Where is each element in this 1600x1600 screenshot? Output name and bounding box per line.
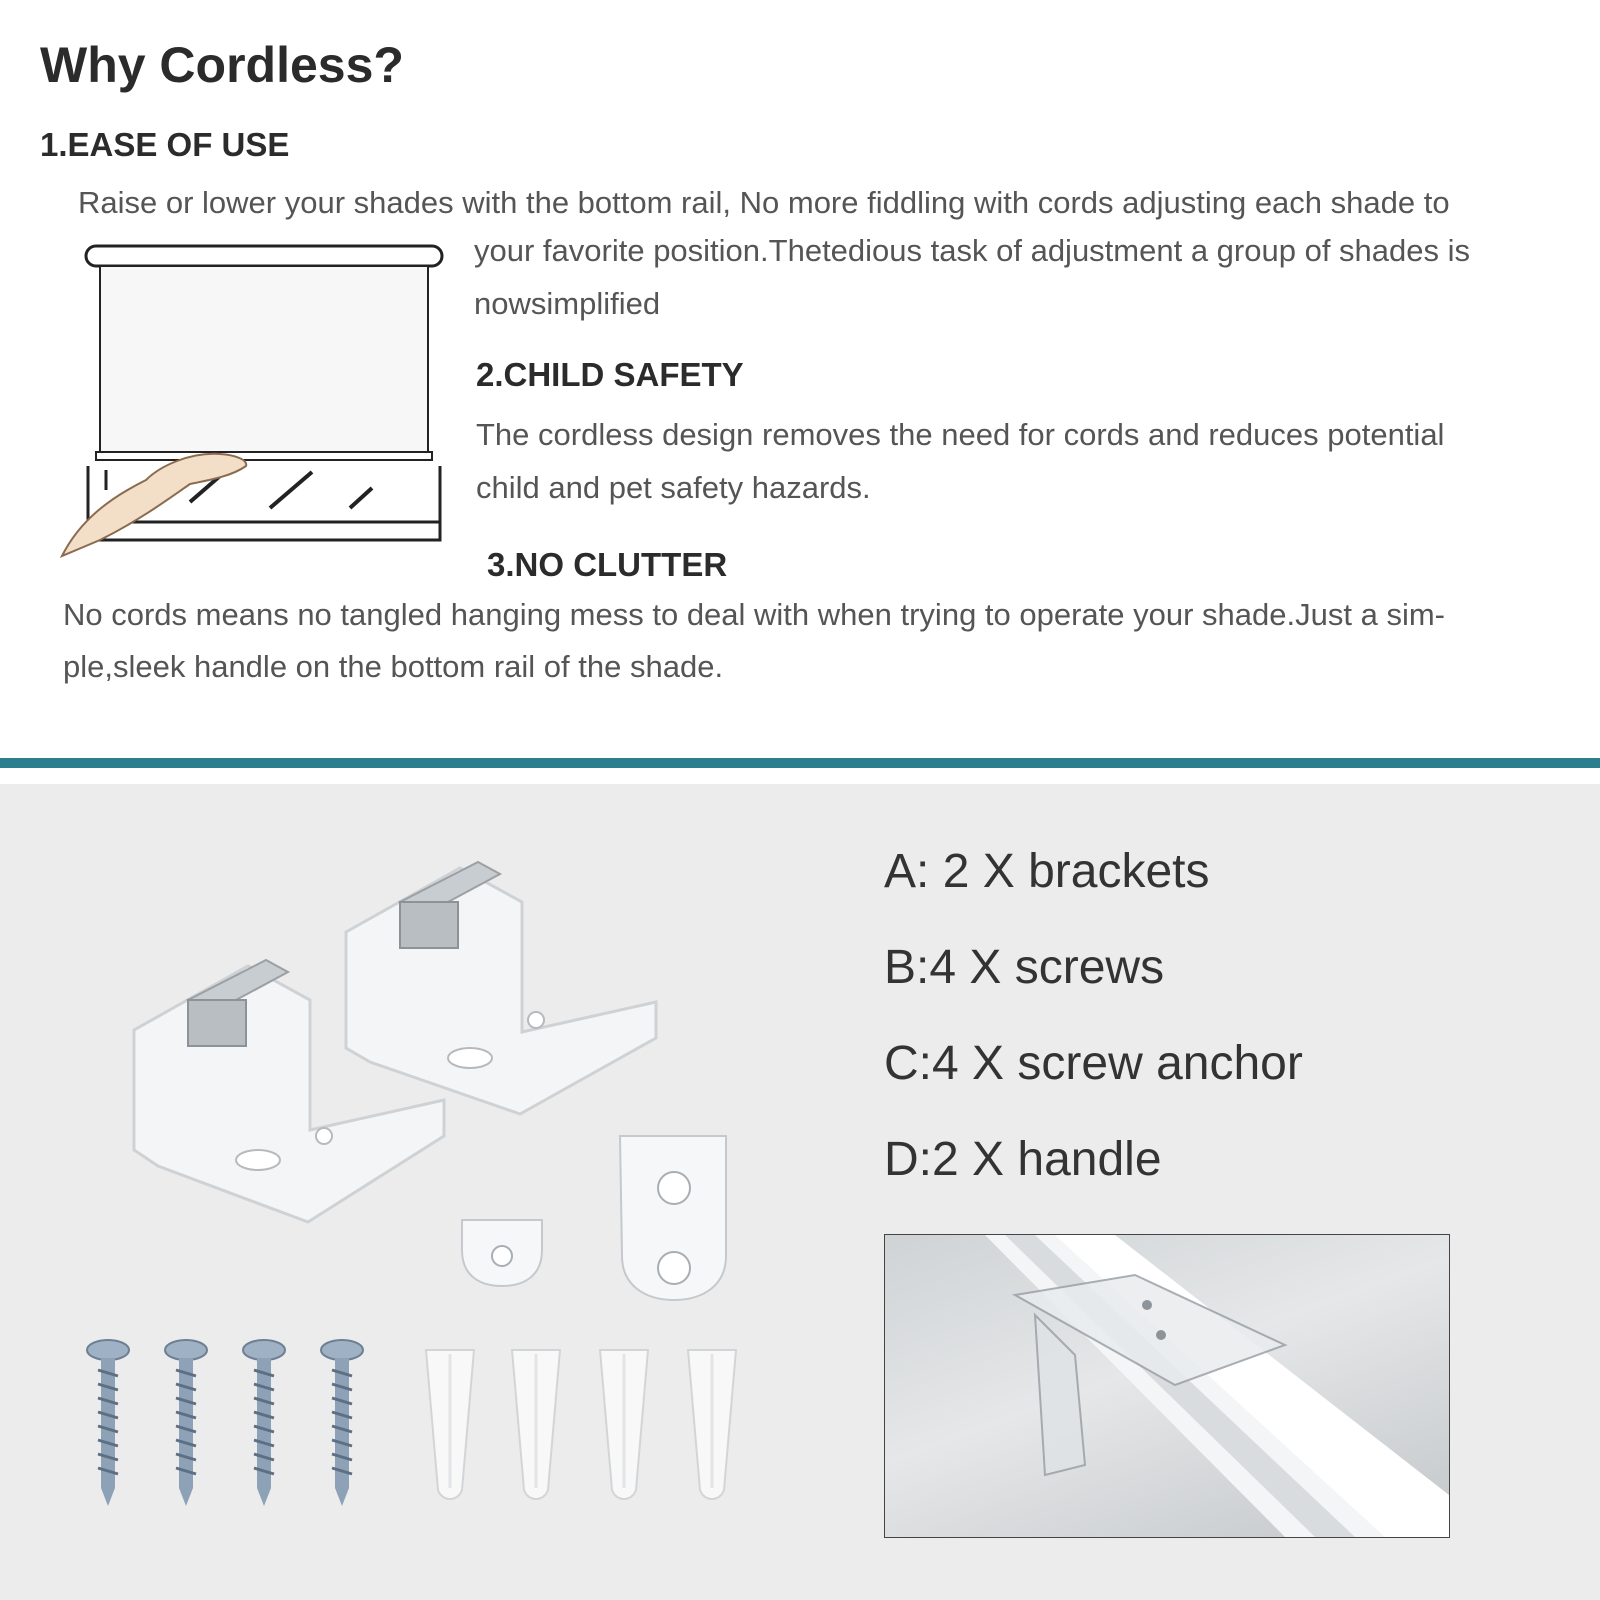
screw-anchor-icon	[592, 1340, 656, 1506]
clutter-line-1: No cords means no tangled hanging mess to deal with when trying to operate your shade.Just a sim-	[63, 597, 1445, 632]
why-cordless-section	[0, 0, 1600, 760]
heading-child-safety: 2.CHILD SAFETY	[476, 356, 744, 393]
package-item-brackets: A: 2 X brackets	[884, 845, 1210, 898]
screw-icon	[164, 1338, 208, 1508]
section-divider	[0, 758, 1600, 768]
package-item-screws: B:4 X screws	[884, 941, 1165, 994]
heading-ease-of-use: 1.EASE OF USE	[40, 126, 290, 163]
handle-icon	[458, 1210, 548, 1290]
screw-icon	[86, 1338, 130, 1508]
ease-line-3: nowsimplified	[474, 286, 661, 321]
screw-anchor-icon	[504, 1340, 568, 1506]
installed-handle-photo	[884, 1234, 1450, 1538]
package-item-handle: D:2 X handle	[884, 1133, 1162, 1186]
bracket-icon	[340, 842, 670, 1132]
ease-line-1: Raise or lower your shades with the bottom rail, No more fiddling with cords adjusting each shade to	[78, 185, 1450, 220]
heading-no-clutter: 3.NO CLUTTER	[487, 546, 728, 583]
screw-anchor-icon	[418, 1340, 482, 1506]
roller-shade-illustration	[60, 240, 460, 560]
clutter-line-2: ple,sleek handle on the bottom rail of the shade.	[63, 649, 724, 684]
package-item-screw-anchor: C:4 X screw anchor	[884, 1037, 1303, 1090]
safety-line-2: child and pet safety hazards.	[476, 470, 871, 505]
handle-icon	[616, 1126, 732, 1306]
screw-icon	[320, 1338, 364, 1508]
ease-line-2: your favorite position.Thetedious task of adjustment a group of shades is	[474, 233, 1471, 268]
screw-anchor-icon	[680, 1340, 744, 1506]
safety-line-1: The cordless design removes the need for cords and reduces potential	[476, 417, 1445, 452]
screw-icon	[242, 1338, 286, 1508]
page-title: Why Cordless?	[40, 37, 404, 93]
